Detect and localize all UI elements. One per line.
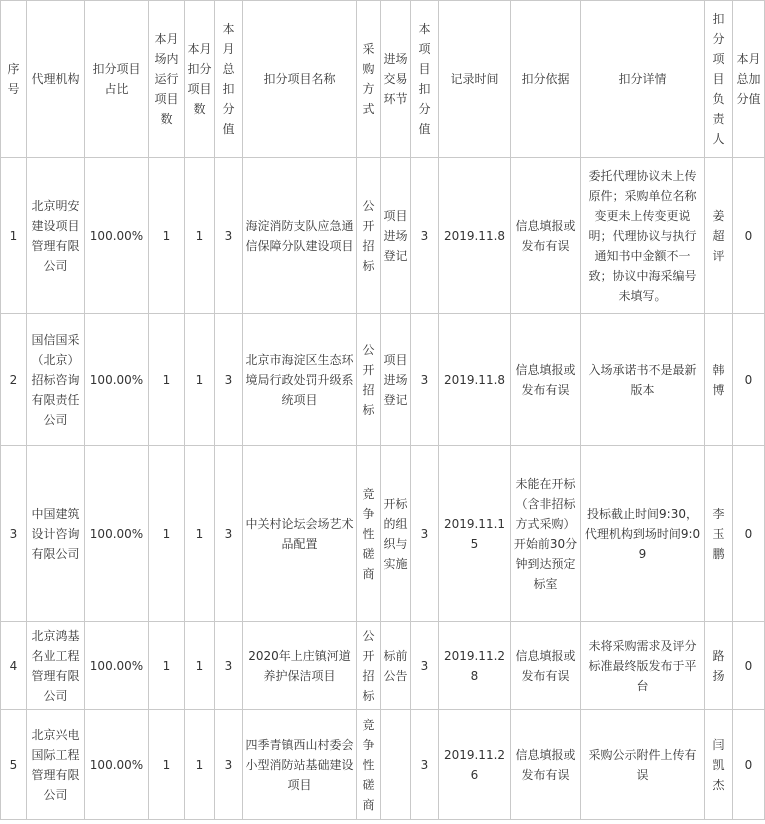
- cell-ratio: 100.00%: [85, 158, 149, 314]
- cell-month-deduct-items: 1: [185, 710, 215, 820]
- header-ratio: 扣分项目占比: [85, 1, 149, 158]
- cell-basis: 信息填报或发布有误: [511, 710, 581, 820]
- cell-method: 公开招标: [357, 158, 381, 314]
- cell-month-total-deduct: 3: [215, 314, 243, 446]
- cell-stage: 项目进场登记: [381, 158, 411, 314]
- header-method: 采购方式: [357, 1, 381, 158]
- cell-details: 入场承诺书不是最新版本: [581, 314, 705, 446]
- cell-details: 采购公示附件上传有误: [581, 710, 705, 820]
- table-row: [1, 710, 765, 820]
- header-record-time: 记录时间: [439, 1, 511, 158]
- cell-ratio: 100.00%: [85, 446, 149, 622]
- cell-basis: 信息填报或发布有误: [511, 158, 581, 314]
- cell-month-total-deduct: 3: [215, 622, 243, 710]
- header-month-projects: 本月场内运行项目数: [149, 1, 185, 158]
- cell-basis: 未能在开标（含非招标方式采购）开始前30分钟到达预定标室: [511, 446, 581, 622]
- cell-month-bonus: 0: [733, 622, 765, 710]
- cell-agency: 北京鸿基名业工程管理有限公司: [27, 622, 85, 710]
- header-month-deduct-items: 本月扣分项目数: [185, 1, 215, 158]
- cell-month-deduct-items: 1: [185, 446, 215, 622]
- cell-item-deduct: 3: [411, 158, 439, 314]
- cell-month-projects: 1: [149, 446, 185, 622]
- cell-month-deduct-items: 1: [185, 314, 215, 446]
- cell-details: 未将采购需求及评分标准最终版发布于平台: [581, 622, 705, 710]
- cell-month-bonus: 0: [733, 446, 765, 622]
- cell-item-name: 海淀消防支队应急通信保障分队建设项目: [243, 158, 357, 314]
- header-responsible: 扣分项目负责人: [705, 1, 733, 158]
- cell-stage: [381, 710, 411, 820]
- cell-responsible: 韩博: [705, 314, 733, 446]
- cell-record-time: 2019.11.28: [439, 622, 511, 710]
- table-row: [1, 622, 765, 710]
- cell-item-deduct: 3: [411, 314, 439, 446]
- cell-month-bonus: 0: [733, 710, 765, 820]
- cell-item-name: 中关村论坛会场艺术品配置: [243, 446, 357, 622]
- cell-item-name: 2020年上庄镇河道养护保洁项目: [243, 622, 357, 710]
- cell-responsible: 李玉鹏: [705, 446, 733, 622]
- cell-details: 委托代理协议未上传原件；采购单位名称变更未上传变更说明；代理协议与执行通知书中金额不一致；协议中海采编号未填写。: [581, 158, 705, 314]
- header-seq: 序号: [1, 1, 27, 158]
- cell-item-name: 北京市海淀区生态环境局行政处罚升级系统项目: [243, 314, 357, 446]
- cell-seq: 4: [1, 622, 27, 710]
- cell-details: 投标截止时间9:30，代理机构到场时间9:09: [581, 446, 705, 622]
- cell-seq: 5: [1, 710, 27, 820]
- table-row: [1, 314, 765, 446]
- cell-stage: 开标的组织与实施: [381, 446, 411, 622]
- cell-ratio: 100.00%: [85, 314, 149, 446]
- cell-item-deduct: 3: [411, 446, 439, 622]
- cell-item-name: 四季青镇西山村委会小型消防站基础建设项目: [243, 710, 357, 820]
- cell-month-deduct-items: 1: [185, 158, 215, 314]
- table-row: [1, 158, 765, 314]
- cell-item-deduct: 3: [411, 710, 439, 820]
- cell-month-total-deduct: 3: [215, 446, 243, 622]
- cell-agency: 北京兴电国际工程管理有限公司: [27, 710, 85, 820]
- cell-month-projects: 1: [149, 622, 185, 710]
- cell-month-projects: 1: [149, 314, 185, 446]
- cell-month-projects: 1: [149, 710, 185, 820]
- cell-stage: 项目进场登记: [381, 314, 411, 446]
- cell-basis: 信息填报或发布有误: [511, 622, 581, 710]
- table-row: [1, 446, 765, 622]
- header-stage: 进场交易环节: [381, 1, 411, 158]
- cell-seq: 3: [1, 446, 27, 622]
- header-basis: 扣分依据: [511, 1, 581, 158]
- cell-method: 竞争性磋商: [357, 446, 381, 622]
- cell-ratio: 100.00%: [85, 622, 149, 710]
- cell-method: 公开招标: [357, 622, 381, 710]
- header-item-name: 扣分项目名称: [243, 1, 357, 158]
- cell-method: 竞争性磋商: [357, 710, 381, 820]
- cell-month-total-deduct: 3: [215, 710, 243, 820]
- cell-month-total-deduct: 3: [215, 158, 243, 314]
- cell-month-bonus: 0: [733, 158, 765, 314]
- cell-responsible: 路扬: [705, 622, 733, 710]
- cell-basis: 信息填报或发布有误: [511, 314, 581, 446]
- cell-method: 公开招标: [357, 314, 381, 446]
- cell-seq: 2: [1, 314, 27, 446]
- cell-stage: 标前公告: [381, 622, 411, 710]
- header-agency: 代理机构: [27, 1, 85, 158]
- header-item-deduct: 本项目扣分值: [411, 1, 439, 158]
- cell-record-time: 2019.11.15: [439, 446, 511, 622]
- cell-record-time: 2019.11.8: [439, 158, 511, 314]
- cell-agency: 国信国采（北京）招标咨询有限责任公司: [27, 314, 85, 446]
- cell-month-deduct-items: 1: [185, 622, 215, 710]
- header-details: 扣分详情: [581, 1, 705, 158]
- cell-month-projects: 1: [149, 158, 185, 314]
- cell-agency: 北京明安建设项目管理有限公司: [27, 158, 85, 314]
- header-month-bonus: 本月总加分值: [733, 1, 765, 158]
- cell-agency: 中国建筑设计咨询有限公司: [27, 446, 85, 622]
- cell-record-time: 2019.11.8: [439, 314, 511, 446]
- cell-responsible: 姜超评: [705, 158, 733, 314]
- header-month-total-deduct: 本月总扣分值: [215, 1, 243, 158]
- cell-month-bonus: 0: [733, 314, 765, 446]
- cell-item-deduct: 3: [411, 622, 439, 710]
- cell-record-time: 2019.11.26: [439, 710, 511, 820]
- cell-responsible: 闫凯杰: [705, 710, 733, 820]
- cell-seq: 1: [1, 158, 27, 314]
- cell-ratio: 100.00%: [85, 710, 149, 820]
- header-row: [1, 1, 765, 158]
